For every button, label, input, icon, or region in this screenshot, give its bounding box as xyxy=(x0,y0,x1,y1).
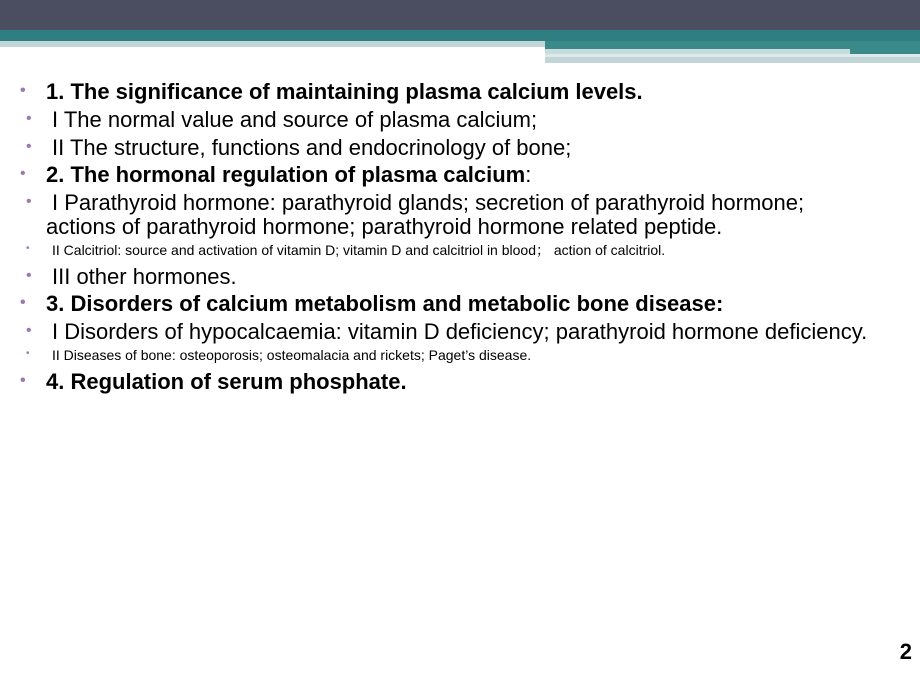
bullet-dot-icon: • xyxy=(26,109,32,127)
bullet-text-suffix: : xyxy=(525,162,532,188)
bullet-item xyxy=(0,243,900,258)
bullet-item xyxy=(0,370,900,394)
header-bar-teal xyxy=(0,30,920,41)
bullet-text: I The normal value and source of plasma calcium; xyxy=(52,106,538,132)
bullet-dot-icon: • xyxy=(26,322,32,340)
bullet-dot-icon: • xyxy=(20,82,26,99)
header-stripe-teal xyxy=(545,41,920,49)
bullet-item xyxy=(0,348,900,363)
bullet-text: III other hormones. xyxy=(52,263,237,289)
bullet-list xyxy=(0,80,900,398)
bullet-item xyxy=(0,136,900,160)
bullet-item xyxy=(0,320,900,344)
header-stripe-bottom xyxy=(545,57,920,63)
bullet-item xyxy=(0,80,900,104)
bullet-text: II The structure, functions and endocrinology of bone; xyxy=(52,134,572,160)
bullet-text: II Diseases of bone: osteoporosis; osteomalacia and rickets; Paget’s disease. xyxy=(52,346,532,363)
page-number: 2 xyxy=(899,639,912,664)
bullet-dot-icon: • xyxy=(26,137,32,155)
bullet-item xyxy=(0,108,900,132)
header-stripe-light xyxy=(0,41,545,47)
bullet-dot-icon: • xyxy=(26,266,32,284)
bullet-item xyxy=(0,191,900,239)
bullet-dot-icon: • xyxy=(26,193,32,210)
bullet-text: 3. Disorders of calcium metabolism and metabolic bone disease: xyxy=(46,291,724,317)
bullet-text: II Calcitriol: source and activation of vitamin D; vitamin D and calcitriol in blood； action of calcitriol. xyxy=(52,241,666,258)
bullet-text: 4. Regulation of serum phosphate. xyxy=(46,368,407,394)
bullet-item xyxy=(0,163,900,187)
bullet-text: 2. The hormonal regulation of plasma calcium xyxy=(46,162,526,188)
bullet-text: I Disorders of hypocalcaemia: vitamin D deficiency; parathyroid hormone deficiency. xyxy=(52,319,868,345)
bullet-item xyxy=(0,265,900,289)
bullet-text: I Parathyroid hormone: parathyroid glands; secretion of parathyroid hormone; actions of parathyroid hormone; parathyroid hormone related peptide. xyxy=(46,190,805,239)
bullet-dot-icon: • xyxy=(26,242,30,254)
bullet-dot-icon: • xyxy=(20,371,26,389)
bullet-item xyxy=(0,292,900,316)
bullet-dot-icon: • xyxy=(26,347,30,359)
bullet-dot-icon: • xyxy=(20,294,26,312)
bullet-text: 1. The significance of maintaining plasma calcium levels. xyxy=(46,79,643,104)
bullet-dot-icon: • xyxy=(20,165,26,183)
header-bar-dark xyxy=(0,0,920,30)
